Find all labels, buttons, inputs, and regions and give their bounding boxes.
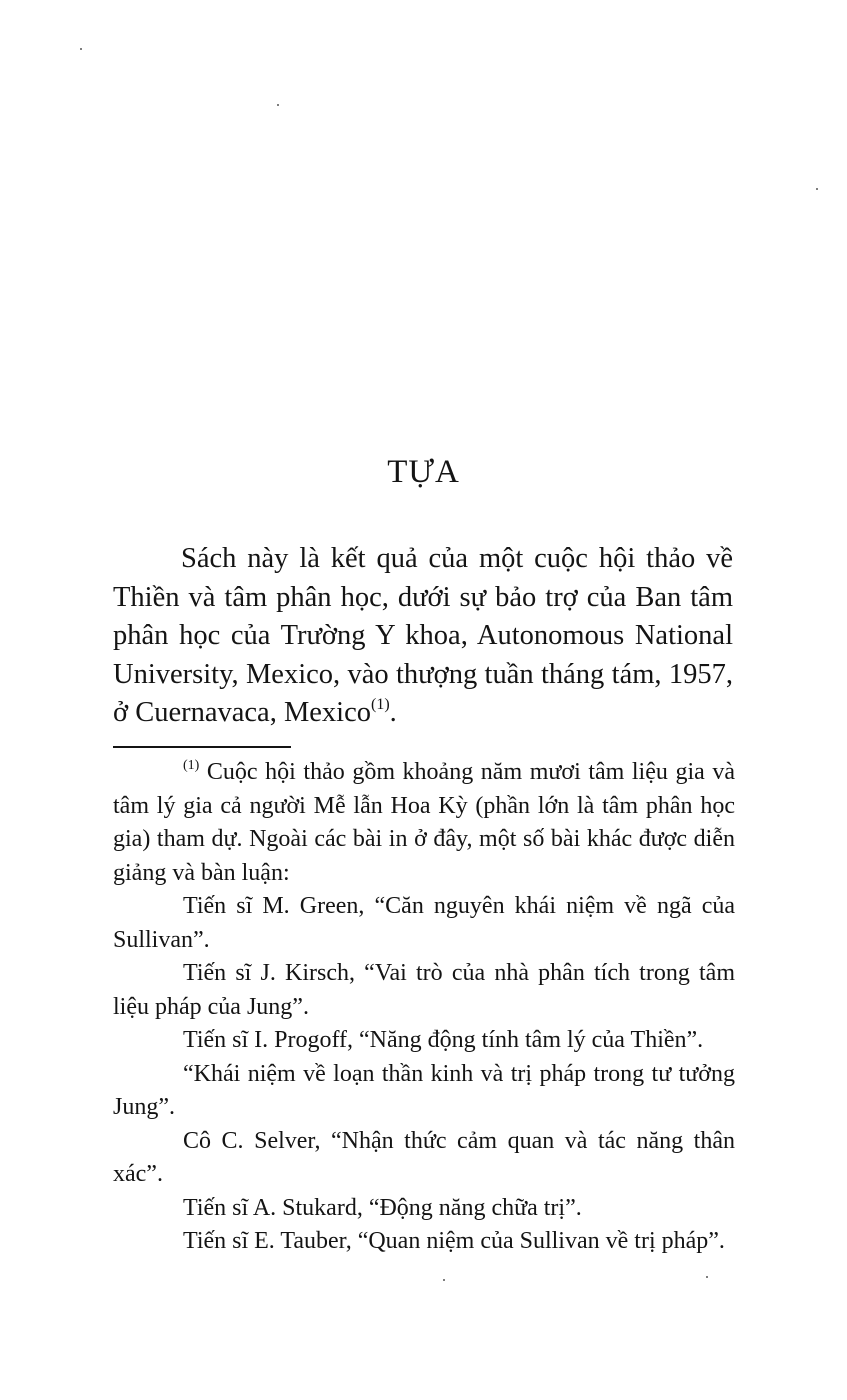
body-text: Sách này là kết quả của một cuộc hội thảo về Thiền và tâm phân học, dưới sự bảo trợ của Ban tâm phân học của Trường Y khoa, Autonomous National University, Mexico, vào thượng tuần tháng tám, 1957, ở Cuernavaca, Mexico	[113, 543, 733, 728]
body-paragraph	[113, 540, 733, 733]
footnote-text: Cuộc hội thảo gồm khoảng năm mươi tâm liệu gia và tâm lý gia cả người Mễ lẫn Hoa Kỳ (phần lớn là tâm phân học gia) tham dự. Ngoài các bài in ở đây, một số bài khác được diễn giảng và bàn luận:	[113, 759, 736, 886]
footnote-separator	[113, 746, 291, 748]
body-end: .	[389, 697, 397, 728]
footnote-paragraph: Tiến sĩ A. Stukard, “Động năng chữa trị”.	[183, 1194, 582, 1221]
footnote-marker: (1)	[183, 758, 200, 773]
scan-speck	[706, 1276, 708, 1278]
footnote-paragraph: Tiến sĩ I. Progoff, “Năng động tính tâm lý của Thiền”.	[183, 1027, 704, 1053]
footnote-paragraph	[113, 756, 735, 890]
scan-speck	[80, 48, 82, 50]
scan-speck	[816, 188, 818, 190]
scan-speck	[443, 1279, 445, 1281]
footnote-paragraph: “Khái niệm về loạn thần kinh và trị pháp trong tư tưởng Jung”.	[113, 1060, 735, 1120]
footnote-block	[113, 756, 735, 1259]
scan-speck	[277, 104, 279, 106]
footnote-paragraph: Tiến sĩ E. Tauber, “Quan niệm của Sullivan về trị pháp”.	[183, 1228, 725, 1254]
footnote-paragraph: Tiến sĩ M. Green, “Căn nguyên khái niệm về ngã của Sullivan”.	[113, 893, 735, 953]
footnote-reference: (1)	[371, 696, 390, 713]
chapter-title: TỰA	[387, 454, 460, 490]
footnote-paragraph: Tiến sĩ J. Kirsch, “Vai trò của nhà phân tích trong tâm liệu pháp của Jung”.	[113, 960, 735, 1020]
footnote-paragraph: Cô C. Selver, “Nhận thức cảm quan và tác năng thân xác”.	[113, 1127, 735, 1187]
